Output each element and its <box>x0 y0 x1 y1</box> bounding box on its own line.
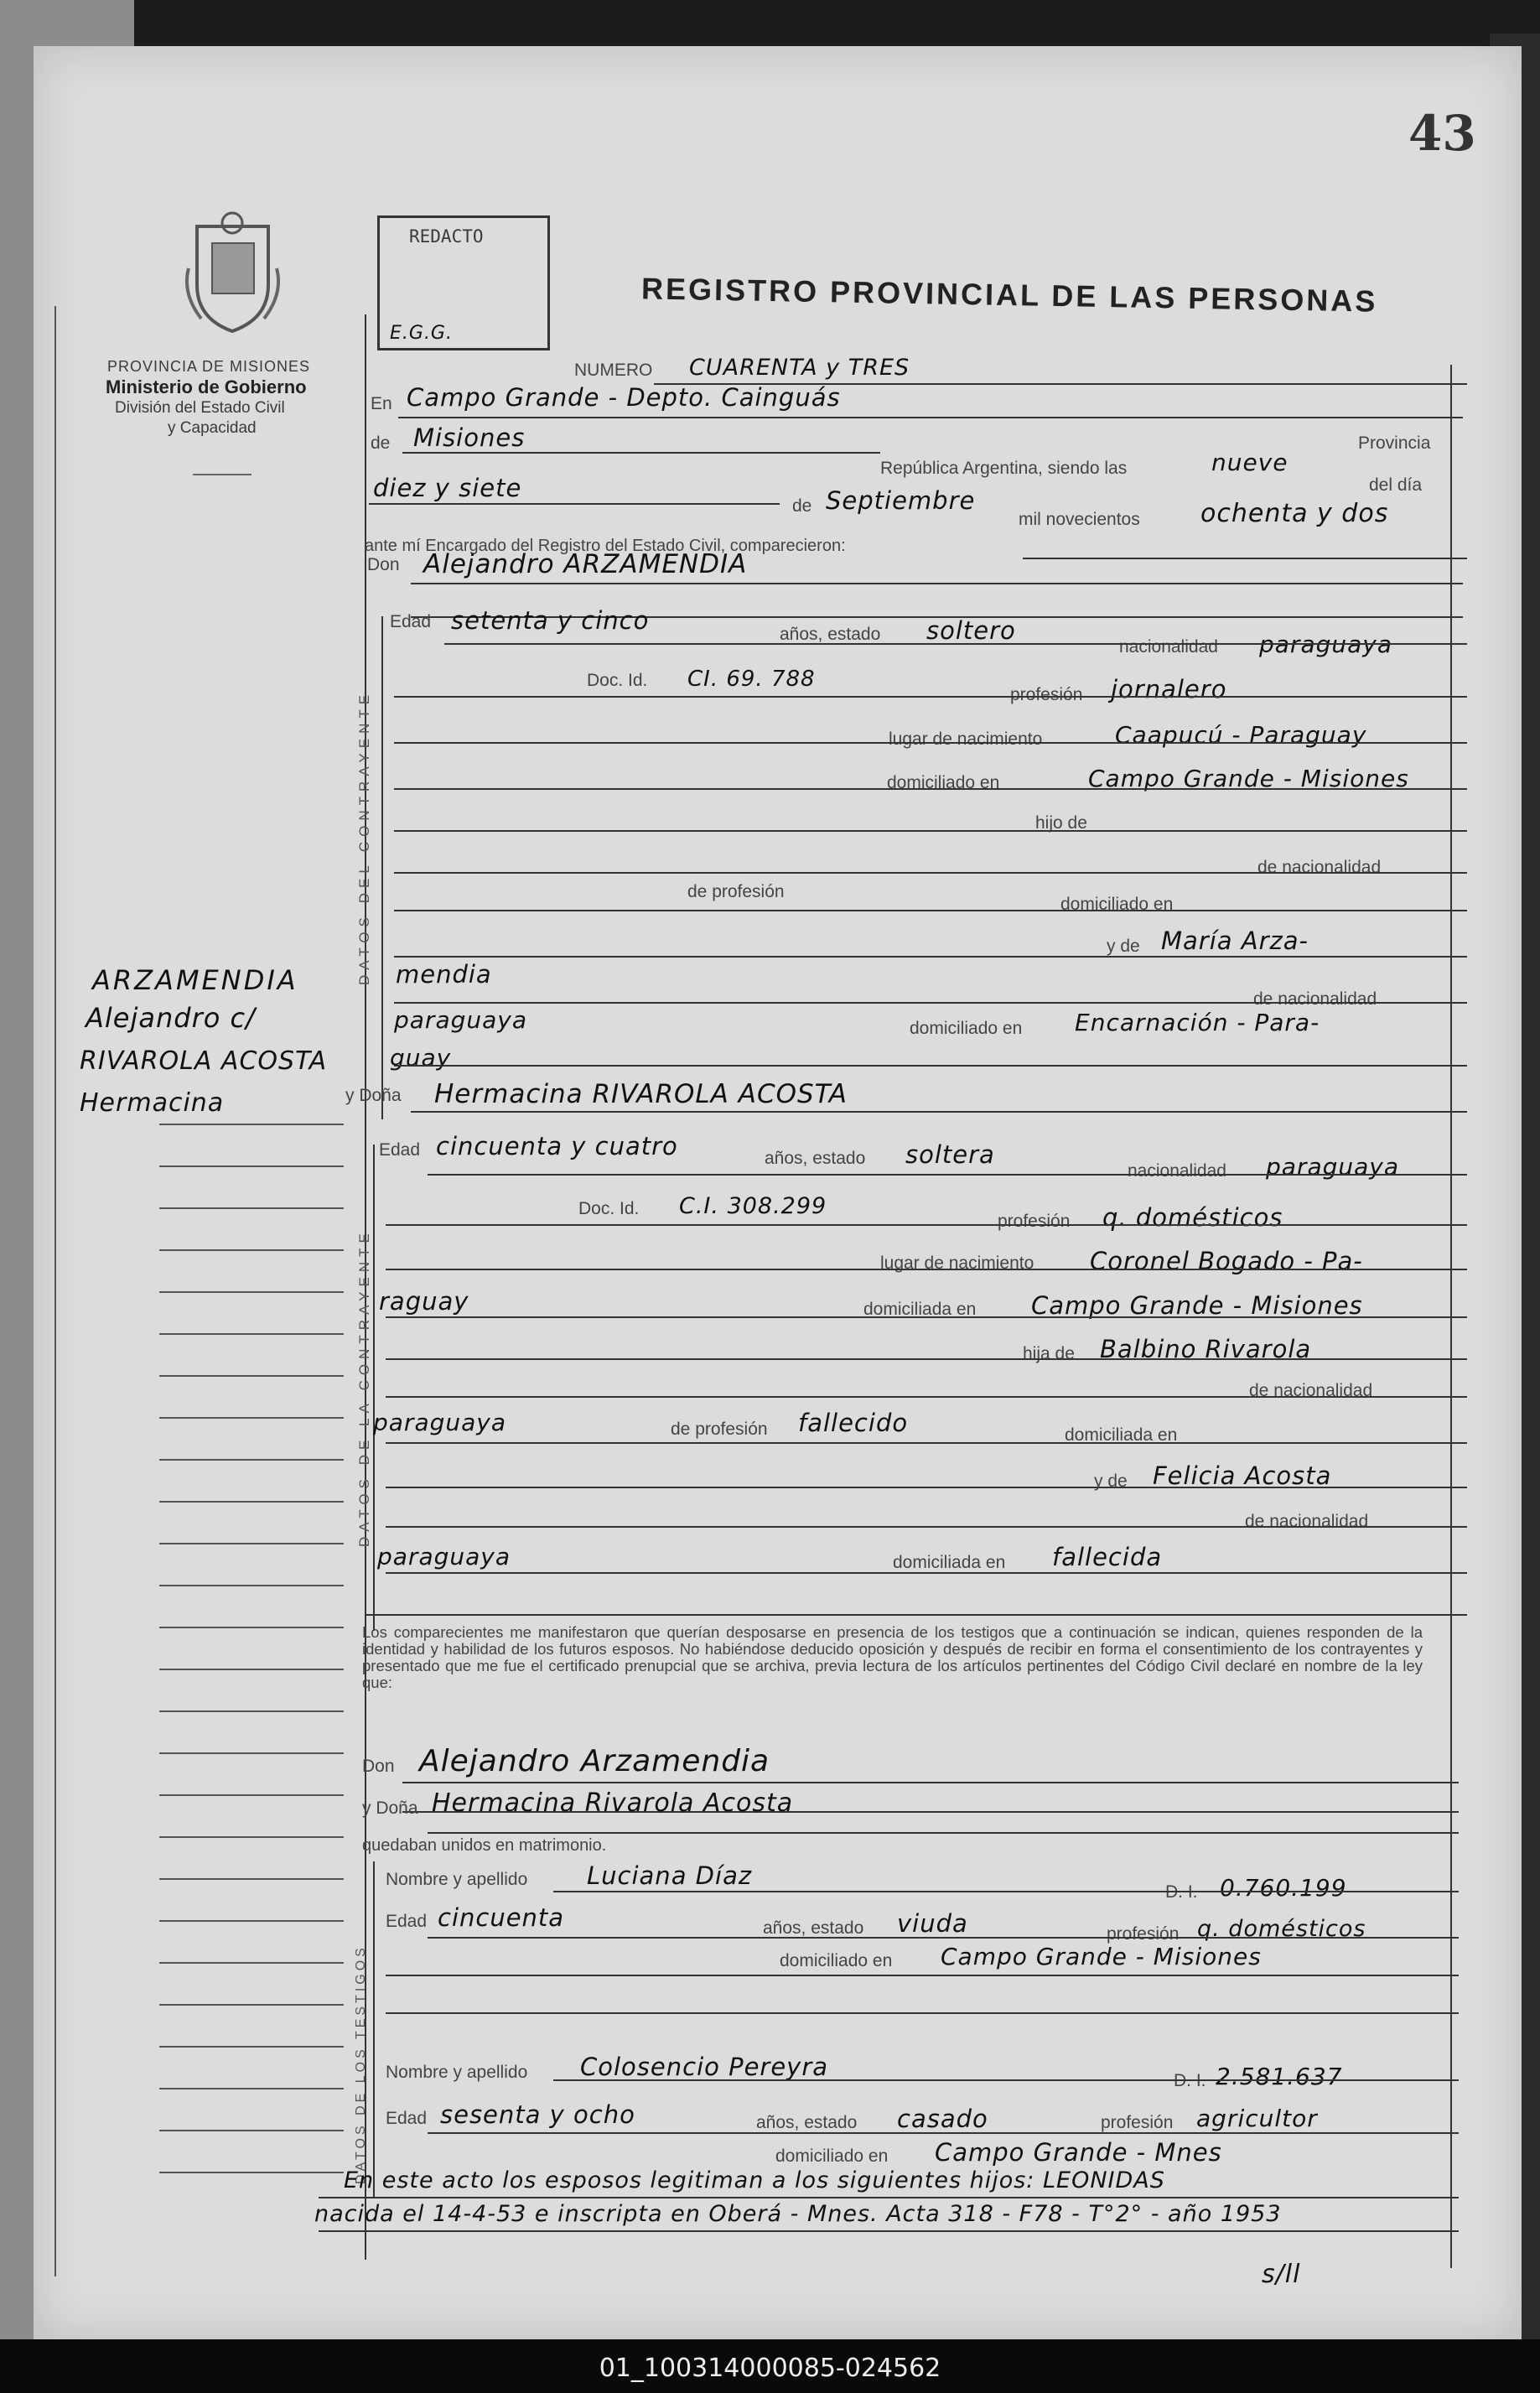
t2-nombre-label: Nombre y apellido <box>386 2063 528 2082</box>
numero-label: NUMERO <box>574 361 653 380</box>
contrayenta-padre-dom-label: domiciliada en <box>1065 1425 1178 1445</box>
contrayenta-prof-label: de profesión <box>671 1420 768 1439</box>
don-label: Don <box>367 555 400 574</box>
t1-di-label: D. I. <box>1165 1882 1198 1902</box>
contrayenta-edad-line <box>428 1174 1467 1176</box>
header-rule <box>193 474 251 475</box>
contrayenta-madre-domicilio: fallecida <box>1052 1543 1163 1571</box>
de-mes-label: de <box>792 496 812 516</box>
del-dia-label: del día <box>1369 475 1423 495</box>
contrayente-madre: María Arza- <box>1161 927 1309 955</box>
contrayenta-nacionalidad-label: nacionalidad <box>1128 1161 1226 1181</box>
contrayente-madre-nacionalidad: paraguaya <box>394 1006 528 1034</box>
madre-dom-label: domiciliado en <box>910 1019 1023 1038</box>
contrayente-madre-domicilio: Encarnación - Para- <box>1075 1009 1320 1036</box>
t2-domicilio: Campo Grande - Mnes <box>935 2138 1222 2167</box>
contrayenta-madre-dom-label: domiciliada en <box>893 1553 1006 1572</box>
contrayenta-madre-nac-line <box>386 1526 1467 1528</box>
header-division: División del Estado Civil <box>115 399 285 417</box>
register-page <box>34 46 1522 2339</box>
contrayenta-estado: soltera <box>905 1140 995 1169</box>
testigos-bracket <box>373 1861 375 2197</box>
contrayenta-end-line <box>365 1614 1467 1616</box>
contrayente-doc: CI. 69. 788 <box>687 667 816 692</box>
dia-value: diez y siete <box>373 474 522 502</box>
unidos-text: quedaban unidos en matrimonio. <box>362 1836 607 1855</box>
en-label: En <box>371 394 392 413</box>
contrayenta-dom-line <box>386 1316 1467 1318</box>
t2-profesion: agricultor <box>1196 2105 1318 2132</box>
contrayenta-doc: C.I. 308.299 <box>679 1193 827 1219</box>
t2-estado: casado <box>897 2105 988 2133</box>
anio-value: ochenta y dos <box>1200 499 1389 528</box>
nota-line-1: En este acto los esposos legitiman a los siguientes hijos: LEONIDAS <box>344 2167 1165 2193</box>
contrayenta-domiciliada-label: domiciliada en <box>863 1300 977 1319</box>
profesion-label: profesión <box>1010 685 1083 704</box>
contrayente-edad: setenta y cinco <box>451 606 650 635</box>
t1-di: 0.760.199 <box>1220 1874 1347 1902</box>
t2-dom-label: domiciliado en <box>775 2146 889 2166</box>
hora-value: nueve <box>1211 449 1289 476</box>
de-label: de <box>371 433 391 453</box>
madre-nac-label: de nacionalidad <box>1253 989 1377 1009</box>
contrayenta-padre-nacionalidad: paraguaya <box>373 1409 507 1436</box>
contrayente-estado: soltero <box>926 616 1016 645</box>
t1-nombre-label: Nombre y apellido <box>386 1870 528 1889</box>
contrayenta-nombre: Hermacina RIVAROLA ACOSTA <box>434 1079 848 1109</box>
page-number: 43 <box>1408 105 1476 162</box>
contrayenta-edad-label: Edad <box>379 1140 421 1160</box>
contrayenta-hija-label: hija de <box>1023 1344 1075 1363</box>
edad-line <box>444 643 1467 645</box>
republica-text: República Argentina, siendo las <box>880 459 1128 478</box>
t1-dom-label: domiciliado en <box>780 1951 893 1970</box>
declaracion-don-label: Don <box>362 1757 395 1776</box>
contrayenta-madre-nacionalidad: paraguaya <box>377 1543 511 1570</box>
t1-profesion: q. domésticos <box>1197 1916 1366 1942</box>
declaracion-dona-line <box>428 1832 1459 1834</box>
padre-prof-line <box>394 910 1467 911</box>
declaracion-text: Los comparecientes me manifestaron que querían desposarse en presencia de los testigos que a continuación se indican, quienes responden de la identidad y habilidad de los futuros esposos. No habiéndose deducido oposición y después de recibir en forma el consentimiento de los contrayentes y presentado que me fue el certificado prenupcial que se archiva, previa lectura de los artículos pertinentes del Código Civil declaré en nombre de la ley que: <box>362 1623 1423 1691</box>
contrayenta-madre-nac-label: de nacionalidad <box>1245 1512 1369 1531</box>
contrayenta-bracket <box>373 1145 375 1631</box>
t1-edad-line <box>428 1937 1459 1939</box>
t2-di-label: D. I. <box>1174 2071 1206 2090</box>
dona-line <box>411 1111 1467 1113</box>
contrayenta-section-label: DATOS DE LA CONTRAYENTE <box>356 1228 372 1547</box>
t2-estado-label: años, estado <box>756 2113 858 2132</box>
firma: s/ll <box>1262 2260 1301 2289</box>
contrayenta-padre-nac-label: de nacionalidad <box>1249 1381 1373 1400</box>
t1-estado-label: años, estado <box>763 1918 864 1938</box>
declaracion-dona-label: y Doña <box>362 1799 418 1818</box>
contrayente-profesion: jornalero <box>1111 675 1227 703</box>
redacto-value: E.G.G. <box>390 323 453 344</box>
ante-line <box>1023 558 1467 559</box>
t1-dom-line <box>386 1975 1459 1976</box>
header-province: PROVINCIA DE MISIONES <box>107 358 311 375</box>
don-line <box>411 583 1463 584</box>
contrayente-domicilio: Campo Grande - Misiones <box>1088 765 1409 792</box>
en-line <box>398 417 1463 418</box>
mil-label: mil novecientos <box>1019 510 1140 529</box>
margin-note-line-4: Hermacina <box>80 1088 225 1118</box>
padre-nac-line <box>394 872 1467 874</box>
t1-profesion-label: profesión <box>1107 1924 1180 1944</box>
provincia-label: Provincia <box>1358 433 1431 453</box>
domiciliado-label: domiciliado en <box>887 773 1000 792</box>
ante-text: ante mí Encargado del Registro del Estado Civil, comparecieron: <box>365 537 846 555</box>
t2-di: 2.581.637 <box>1216 2063 1343 2090</box>
dom-line <box>394 788 1467 790</box>
testigos-section-label: DATOS DE LOS TESTIGOS <box>354 1944 368 2184</box>
contrayenta-edad: cincuenta y cuatro <box>436 1132 678 1160</box>
lugar-nac-label: lugar de nacimiento <box>889 729 1043 749</box>
margin-note-line-2: Alejandro c/ <box>86 1002 256 1034</box>
contrayenta-doc-label: Doc. Id. <box>578 1199 640 1218</box>
nacionalidad-label: nacionalidad <box>1119 637 1218 657</box>
de-line <box>402 452 880 454</box>
padre-domiciliado-label: domiciliado en <box>1060 895 1174 914</box>
numero-value: CUARENTA y TRES <box>689 355 910 381</box>
coat-of-arms-icon <box>180 210 285 340</box>
t1-nombre: Luciana Díaz <box>587 1861 753 1890</box>
t1-estado: viuda <box>897 1909 968 1938</box>
contrayenta-doc-line <box>386 1224 1467 1226</box>
contrayente-lugar-nac: Caapucú - Paraguay <box>1115 721 1367 749</box>
t2-edad-line <box>428 2132 1459 2134</box>
contrayenta-padre-prof-line <box>386 1442 1467 1444</box>
contrayenta-padre-profesion: fallecido <box>798 1409 909 1437</box>
madre-dom-line <box>394 1065 1467 1067</box>
contrayente-madre-domicilio-cont: guay <box>390 1044 452 1072</box>
contrayenta-madre-dom-line <box>386 1572 1467 1574</box>
contrayente-section-label: DATOS DEL CONTRAYENTE <box>356 689 372 985</box>
margin-note-line-3: RIVAROLA ACOSTA <box>80 1046 328 1076</box>
contrayenta-profesion: q. domésticos <box>1102 1203 1283 1232</box>
mes-value: Septiembre <box>826 486 976 515</box>
doc-line <box>394 696 1467 698</box>
contrayenta-profesion-label: profesión <box>998 1212 1071 1231</box>
edad-label: Edad <box>390 612 432 631</box>
contrayenta-lugar-label: lugar de nacimiento <box>880 1254 1034 1273</box>
doc-label: Doc. Id. <box>587 671 648 690</box>
contrayente-madre-cont: mendia <box>396 960 492 989</box>
margin-note-line-1: ARZAMENDIA <box>92 964 298 996</box>
contrayenta-madre: Felicia Acosta <box>1153 1461 1332 1490</box>
contrayenta-lugar-line <box>386 1269 1467 1270</box>
declaracion-don-nombre: Alejandro Arzamendia <box>419 1744 770 1778</box>
contrayenta-estado-label: años, estado <box>765 1149 866 1168</box>
de-value: Misiones <box>413 423 526 452</box>
contrayente-nombre: Alejandro ARZAMENDIA <box>423 549 748 579</box>
t1-edad-label: Edad <box>386 1912 428 1931</box>
contrayenta-madre-line <box>386 1487 1467 1488</box>
en-value: Campo Grande - Depto. Cainguás <box>407 383 841 412</box>
footer-id: 01_100314000085-024562 <box>599 2354 941 2383</box>
anios-estado-label: años, estado <box>780 625 881 644</box>
header-ministry: Ministerio de Gobierno <box>106 376 307 397</box>
contrayenta-nacionalidad: paraguaya <box>1266 1153 1400 1181</box>
t1-edad: cincuenta <box>438 1903 565 1932</box>
t1-nombre-line <box>553 1891 1459 1892</box>
contrayente-bracket <box>381 616 383 1119</box>
lugar-line <box>394 742 1467 744</box>
nota-line-1-rule <box>319 2197 1459 2198</box>
contrayenta-padre: Balbino Rivarola <box>1100 1335 1312 1363</box>
t1-dom-line-2 <box>386 2012 1459 2014</box>
t2-nombre-line <box>553 2079 1459 2081</box>
redacto-label: REDACTO <box>409 226 484 247</box>
de-nacionalidad-label: de nacionalidad <box>1257 858 1382 877</box>
madre-line <box>394 956 1467 958</box>
t2-profesion-label: profesión <box>1101 2113 1174 2132</box>
hijo-line <box>394 830 1467 832</box>
t2-edad-label: Edad <box>386 2109 428 2128</box>
t2-edad: sesenta y ocho <box>440 2100 635 2129</box>
madre-nac-line <box>394 1002 1467 1004</box>
contrayenta-padre-nac-line <box>386 1396 1467 1398</box>
t2-nombre: Colosencio Pereyra <box>580 2053 829 2081</box>
contrayenta-lugar-nac-cont: raguay <box>379 1287 469 1316</box>
declaracion-dona-nombre: Hermacina Rivarola Acosta <box>432 1788 794 1818</box>
contrayenta-y-de-label: y de <box>1094 1472 1128 1491</box>
nota-line-2-rule <box>319 2230 1459 2232</box>
margin-rule <box>54 306 56 2276</box>
t1-domicilio: Campo Grande - Misiones <box>941 1943 1262 1970</box>
de-profesion-label: de profesión <box>687 882 785 901</box>
dona-label: y Doña <box>345 1086 402 1105</box>
contrayenta-lugar-nac: Coronel Bogado - Pa- <box>1090 1247 1363 1275</box>
header-capacity: y Capacidad <box>168 419 257 437</box>
y-de-label: y de <box>1107 937 1140 956</box>
contrayenta-domicilio: Campo Grande - Misiones <box>1031 1291 1363 1320</box>
declaracion-don-line <box>402 1782 1459 1783</box>
dia-line <box>369 503 780 505</box>
document-title: REGISTRO PROVINCIAL DE LAS PERSONAS <box>640 271 1378 319</box>
contrayente-nacionalidad: paraguaya <box>1259 631 1393 658</box>
hijo-de-label: hijo de <box>1035 813 1087 833</box>
nota-line-2: nacida el 14-4-53 e inscripta en Oberá - Mnes. Acta 318 - F78 - T°2° - año 1953 <box>314 2201 1282 2227</box>
contrayenta-hija-line <box>386 1358 1467 1360</box>
